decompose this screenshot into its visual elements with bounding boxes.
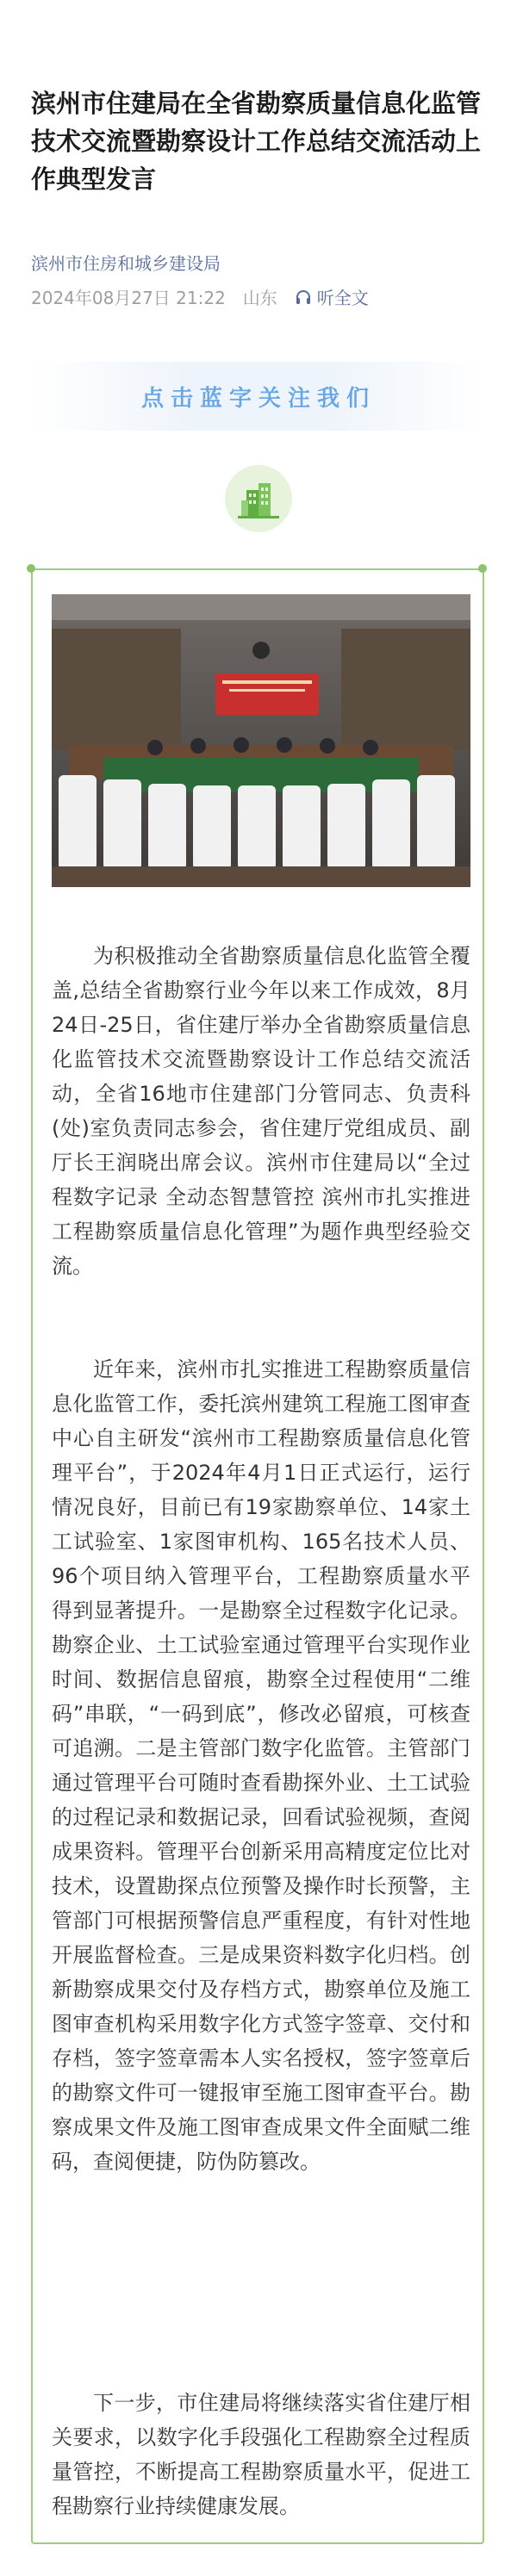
publish-date: 2024年08月27日 21:22 bbox=[31, 288, 226, 308]
frame-corner-dot bbox=[27, 564, 35, 573]
article-paragraph: 近年来，滨州市扎实推进工程勘察质量信息化监管工作，委托滨州建筑工程施工图审查中心自主研发“滨州市工程勘察质量信息化管理平台”，于2024年4月1日正式运行，运行情况良好，目前已有19家勘察单位、14家土工试验室、1家图审机构、165名技术人员、96个项目纳入管理平台，工程勘察质量水平得到显著提升。一是勘察全过程数字化记录。勘察企业、土工试验室通过管理平台实现作业时间、数据信息留痕，勘察全过程使用“二维码”串联，“一码到底”，修改必留痕，可核查可追溯。二是主管部门数字化监管。主管部门通过管理平台可随时查看勘探外业、土工试验的过程记录和数据记录，回看试验视频，查阅成果资料。管理平台创新采用高精度定位比对技术，设置勘探点位预警及操作时长预警，主管部门可根据预警信息严重程度，有针对性地开展监督检查。三是成果资料数字化归档。创新勘察成果交付及存档方式，勘察单位及施工图审查机构采用数字化方式签字签章、交付和存档，签字签章需本人实名授权，签字签章后的勘察文件可一键报审至施工图审查平台。勘察成果文件及施工图审查成果文件全面赋二维码，查阅便捷，防伪防篡改。 bbox=[52, 1357, 470, 2174]
listen-button[interactable] bbox=[295, 284, 369, 309]
article-title: 滨州市住建局在全省勘察质量信息化监管技术交流暨勘察设计工作总结交流活动上作典型发言 bbox=[31, 89, 482, 194]
publish-region: 山东 bbox=[242, 288, 277, 308]
article-meta bbox=[31, 284, 369, 309]
listen-label: 听全文 bbox=[316, 288, 369, 308]
building-icon bbox=[225, 465, 292, 532]
meeting-photo bbox=[52, 594, 470, 887]
follow-banner[interactable] bbox=[31, 362, 486, 431]
article-paragraph: 下一步，市住建局将继续落实省住建厅相关要求，以数字化手段强化工程勘察全过程质量管控，不断提高工程勘察质量水平，促进工程勘察行业持续健康发展。 bbox=[52, 2391, 470, 2518]
follow-text: 点击蓝字关注我们 bbox=[140, 385, 376, 412]
account-name-link[interactable]: 滨州市住房和城乡建设局 bbox=[31, 253, 221, 274]
article-paragraph: 为积极推动全省勘察质量信息化监管全覆盖,总结全省勘察行业今年以来工作成效，8月24日-25日，省住建厅举办全省勘察质量信息化监管技术交流暨勘察设计工作总结交流活动，全省16地市住建部门分管同志、负责科(处)室负责同志参会，省住建厅党组成员、副厅长王润晓出席会议。滨州市住建局以“全过程数字记录 全动态智慧管控 滨州市扎实推进工程勘察质量信息化管理”为题作典型经验交流。 bbox=[52, 944, 470, 1278]
headphones-icon bbox=[295, 289, 312, 306]
frame-corner-dot bbox=[478, 564, 487, 573]
